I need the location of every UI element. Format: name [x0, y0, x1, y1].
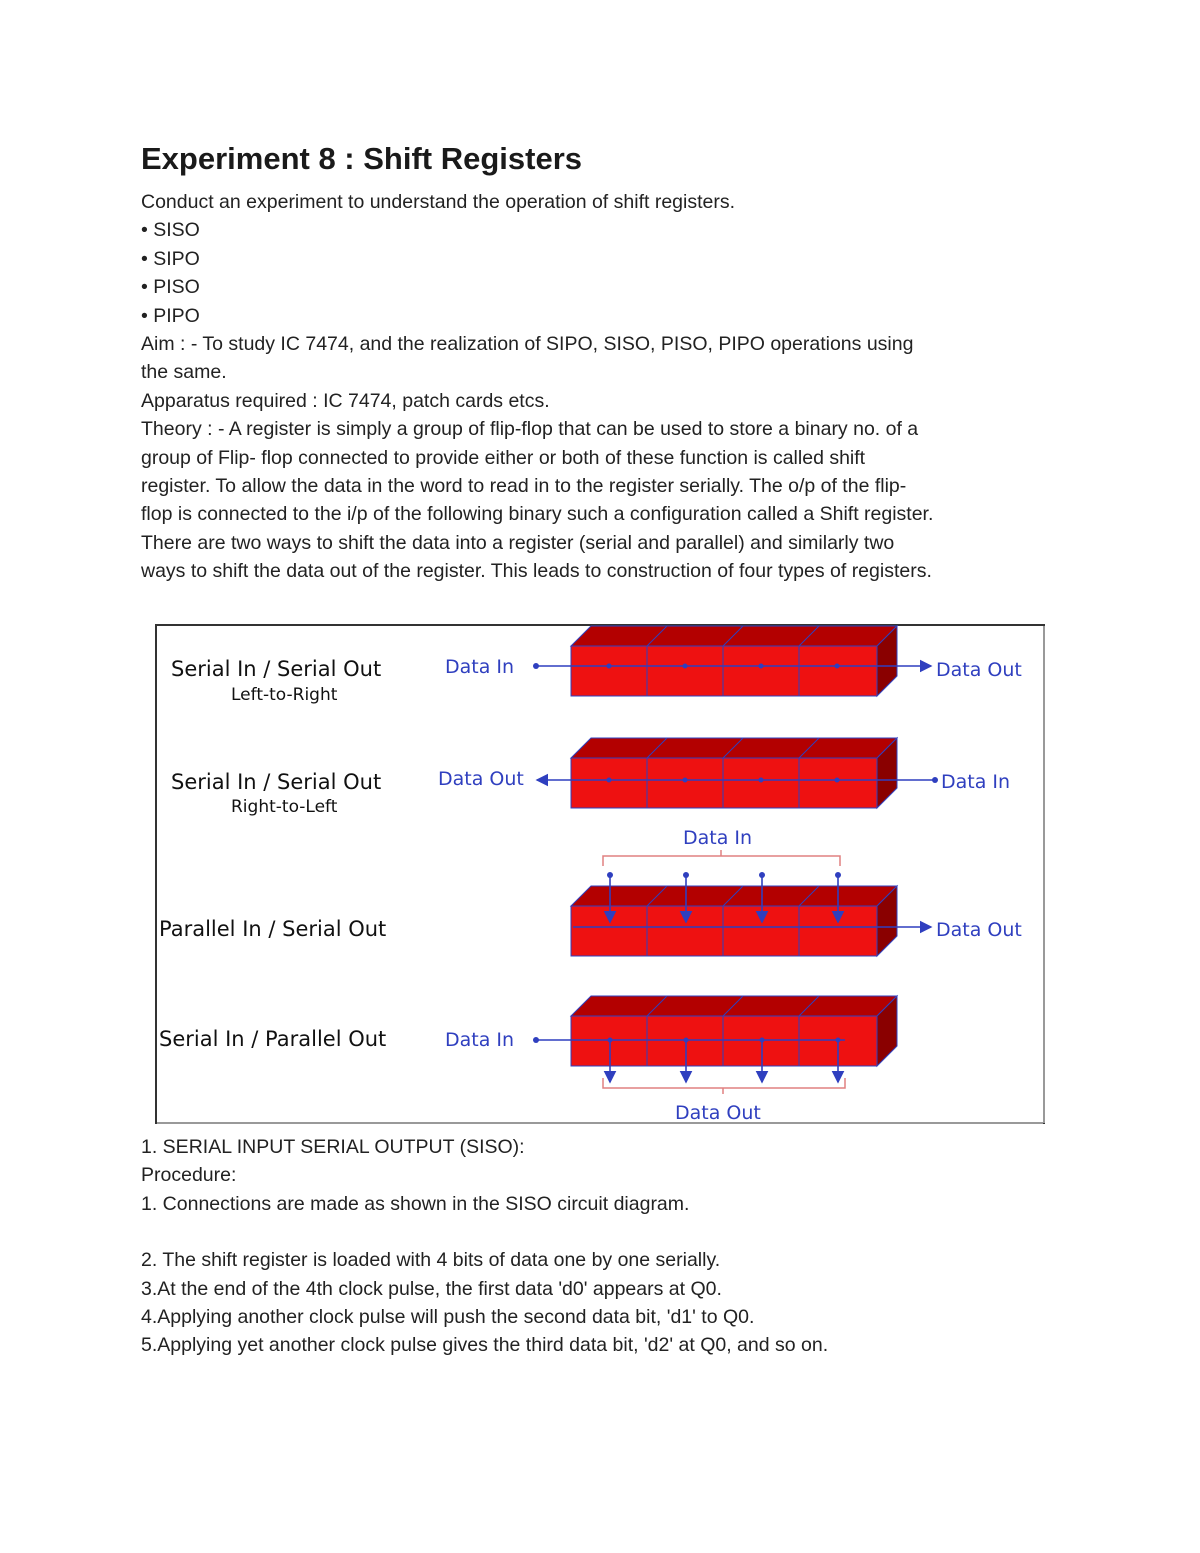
- row4-data-out-label: Data Out: [675, 1102, 761, 1124]
- procedure-step: 2. The shift register is loaded with 4 bits of data one by one serially.: [141, 1249, 721, 1272]
- row3-register-block: [571, 886, 897, 956]
- row2-data-in-label: Data In: [941, 771, 1011, 793]
- row1-register-block: [571, 626, 897, 696]
- apparatus-text: Apparatus required : IC 7474, patch cards etcs.: [141, 389, 550, 412]
- list-item: • PIPO: [141, 304, 200, 327]
- shift-register-diagram: [155, 624, 1045, 1124]
- procedure-section: [141, 1133, 1041, 1360]
- row2-title: Serial In / Serial Out: [171, 770, 382, 794]
- theory-line: register. To allow the data in the word to read in to the register serially. The o/p of the flip-: [141, 475, 907, 498]
- procedure-step: 5.Applying yet another clock pulse gives the third data bit, 'd2' at Q0, and so on.: [141, 1334, 829, 1357]
- document-body: [141, 138, 1041, 586]
- aim-text: Aim : - To study IC 7474, and the realization of SIPO, SISO, PISO, PIPO operations using: [141, 333, 914, 356]
- theory-line: group of Flip- flop connected to provide either or both of these function is called shift: [141, 446, 866, 469]
- list-item: • SIPO: [141, 247, 200, 270]
- procedure-step: 3.At the end of the 4th clock pulse, the first data 'd0' appears at Q0.: [141, 1277, 722, 1300]
- procedure-label: Procedure:: [141, 1164, 237, 1187]
- row1-subtitle: Left-to-Right: [231, 685, 338, 705]
- list-item: • PISO: [141, 276, 200, 299]
- row1-title: Serial In / Serial Out: [171, 657, 382, 681]
- list-item: • SISO: [141, 219, 200, 242]
- section-heading: 1. SERIAL INPUT SERIAL OUTPUT (SISO):: [141, 1136, 525, 1158]
- row3-data-in-label: Data In: [683, 827, 753, 849]
- row4-title: Serial In / Parallel Out: [159, 1027, 387, 1051]
- page-title: Experiment 8 : Shift Registers: [141, 141, 583, 176]
- procedure-step: 1. Connections are made as shown in the SISO circuit diagram.: [141, 1192, 690, 1215]
- row2-data-out-label: Data Out: [438, 768, 524, 790]
- paragraph-gap: [141, 1218, 1041, 1246]
- procedure-step: 4.Applying another clock pulse will push the second data bit, 'd1' to Q0.: [141, 1306, 755, 1329]
- row3-data-out-label: Data Out: [936, 919, 1022, 941]
- row3-title: Parallel In / Serial Out: [159, 917, 387, 941]
- theory-line: ways to shift the data out of the register. This leads to construction of four types of registers.: [141, 560, 932, 583]
- row2-subtitle: Right-to-Left: [231, 797, 338, 817]
- theory-line: There are two ways to shift the data into a register (serial and parallel) and similarly two: [141, 531, 895, 554]
- theory-line: flop is connected to the i/p of the following binary such a configuration called a Shift register.: [141, 503, 934, 526]
- row2-register-block: [571, 738, 897, 808]
- row1-data-in-label: Data In: [445, 656, 515, 678]
- aim-text-cont: the same.: [141, 361, 227, 384]
- row4-register-block: [571, 996, 897, 1066]
- intro-text: Conduct an experiment to understand the operation of shift registers.: [141, 191, 736, 213]
- row1-data-out-label: Data Out: [936, 659, 1022, 681]
- theory-line: Theory : - A register is simply a group of flip-flop that can be used to store a binary no. of a: [141, 418, 919, 441]
- row4-data-in-label: Data In: [445, 1029, 515, 1051]
